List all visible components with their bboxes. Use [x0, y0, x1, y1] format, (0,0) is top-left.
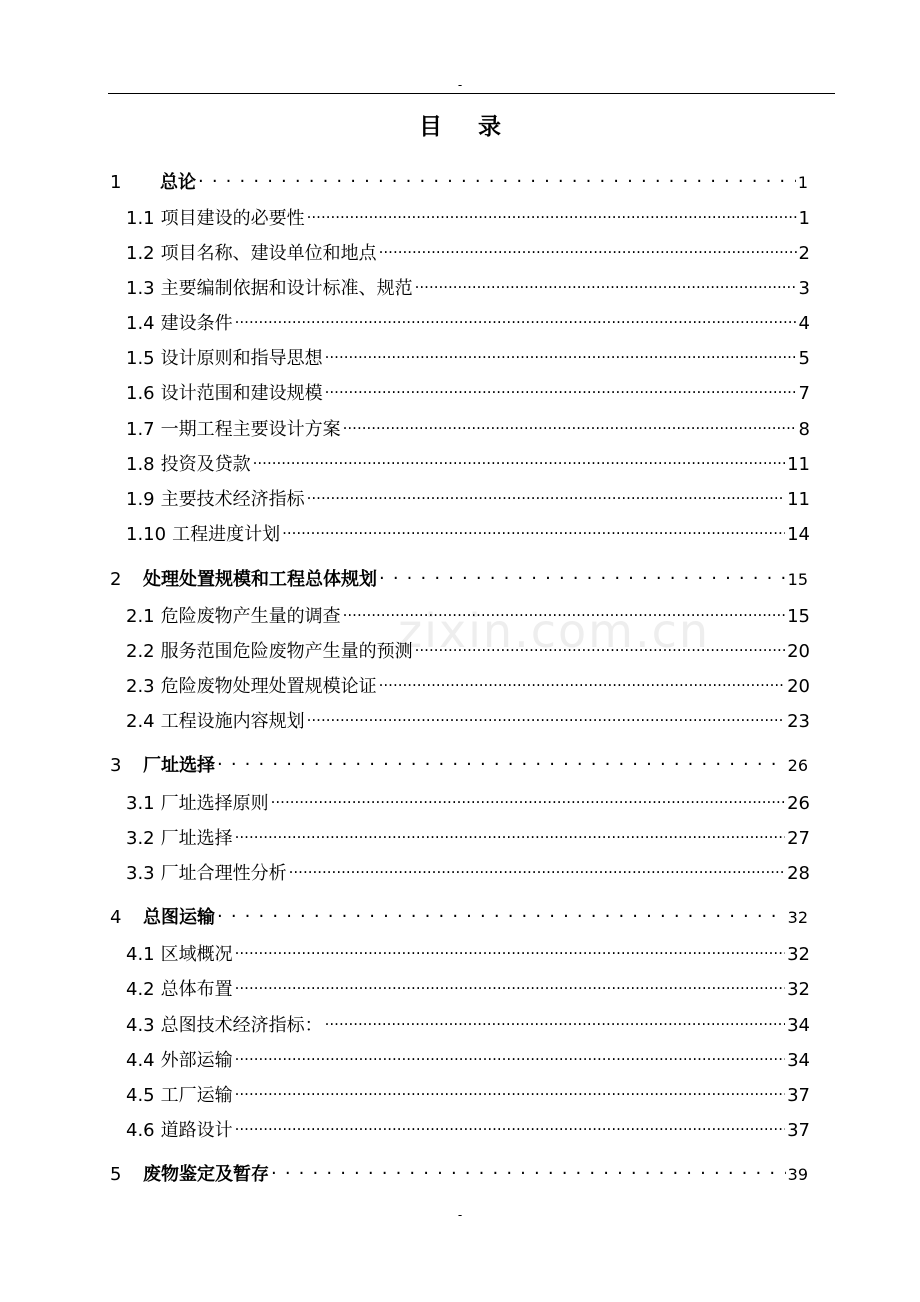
entry-title: 总图运输	[143, 907, 215, 928]
entry-page: 32	[787, 944, 810, 965]
entry-page: 1	[798, 208, 810, 229]
dot-leader	[415, 631, 785, 657]
entry-page: 5	[798, 348, 810, 369]
entry-page: 3	[798, 278, 810, 299]
dot-leader	[307, 198, 797, 224]
toc-entry-section[interactable]	[126, 1005, 810, 1036]
entry-page: 28	[787, 863, 810, 884]
dot-leader	[325, 1005, 785, 1031]
entry-number: 1.4	[126, 313, 155, 334]
dot-leader	[271, 1154, 786, 1180]
entry-title: 服务范围危险废物产生量的预测	[160, 641, 413, 662]
entry-number: 4	[110, 907, 122, 928]
entry-title: 设计范围和建设规模	[160, 383, 323, 404]
entry-page: 23	[787, 711, 810, 732]
entry-page: 32	[787, 908, 808, 927]
entry-title: 工程进度计划	[172, 524, 281, 545]
entry-page: 15	[787, 606, 810, 627]
dot-leader	[235, 969, 785, 995]
entry-number: 3.2	[126, 828, 155, 849]
toc-entry-chapter[interactable]	[110, 745, 808, 776]
dot-leader	[307, 701, 785, 727]
entry-page: 15	[787, 570, 808, 589]
dot-leader	[271, 783, 785, 809]
entry-number: 1.6	[126, 383, 155, 404]
toc-entry-section[interactable]	[126, 268, 810, 299]
entry-number: 1.5	[126, 348, 155, 369]
entry-number: 1.2	[126, 243, 155, 264]
entry-number: 1.7	[126, 419, 155, 440]
dot-leader	[235, 818, 785, 844]
dot-leader	[235, 1040, 785, 1066]
toc-entry-chapter[interactable]	[110, 559, 808, 590]
entry-title: 厂址合理性分析	[160, 863, 287, 884]
header-mark: -	[457, 78, 463, 92]
toc-entry-section[interactable]	[126, 783, 810, 814]
entry-number: 3.1	[126, 793, 155, 814]
dot-leader	[198, 162, 796, 188]
entry-number: 1	[110, 172, 122, 193]
dot-leader	[253, 444, 785, 470]
entry-page: 26	[787, 756, 808, 775]
entry-title: 工程设施内容规划	[160, 711, 305, 732]
entry-title: 区域概况	[160, 944, 233, 965]
entry-number: 4.5	[126, 1085, 155, 1106]
toc-entry-section[interactable]	[126, 934, 810, 965]
dot-leader	[415, 268, 797, 294]
dot-leader	[325, 373, 797, 399]
entry-number: 2.3	[126, 676, 155, 697]
entry-title: 厂址选择	[160, 828, 233, 849]
toc-entry-section[interactable]	[126, 338, 810, 369]
entry-number: 5	[110, 1164, 122, 1185]
toc-entry-chapter[interactable]	[110, 1154, 808, 1185]
toc-entry-chapter[interactable]	[110, 897, 808, 928]
dot-leader	[235, 934, 785, 960]
toc-entry-section[interactable]	[126, 303, 810, 334]
dot-leader	[379, 666, 785, 692]
entry-number: 4.2	[126, 979, 155, 1000]
entry-number: 2.4	[126, 711, 155, 732]
dot-leader	[217, 745, 786, 771]
entry-number: 2	[110, 569, 122, 590]
entry-title: 设计原则和指导思想	[160, 348, 323, 369]
header-rule	[108, 93, 835, 94]
dot-leader	[289, 853, 785, 879]
entry-page: 20	[787, 641, 810, 662]
entry-title: 主要编制依据和设计标准、规范	[160, 278, 413, 299]
entry-number: 3	[110, 755, 122, 776]
entry-page: 27	[787, 828, 810, 849]
entry-page: 34	[787, 1015, 810, 1036]
toc-entry-section[interactable]	[126, 1040, 810, 1071]
entry-page: 4	[798, 313, 810, 334]
entry-page: 34	[787, 1050, 810, 1071]
footer-mark: -	[457, 1208, 463, 1222]
toc-entry-section[interactable]	[126, 1110, 810, 1141]
watermark: zixin.com.cn	[398, 604, 711, 658]
entry-title: 主要技术经济指标	[160, 489, 305, 510]
entry-title: 建设条件	[160, 313, 233, 334]
entry-page: 20	[787, 676, 810, 697]
entry-page: 37	[787, 1085, 810, 1106]
entry-title: 项目建设的必要性	[160, 208, 305, 229]
entry-title: 道路设计	[160, 1120, 233, 1141]
entry-title: 危险废物产生量的调查	[160, 606, 341, 627]
toc-entry-section[interactable]	[126, 479, 810, 510]
toc-entry-section[interactable]	[126, 969, 810, 1000]
dot-leader	[343, 596, 785, 622]
entry-page: 11	[787, 454, 810, 475]
entry-number: 1.1	[126, 208, 155, 229]
entry-number: 1.8	[126, 454, 155, 475]
toc-entry-section[interactable]	[126, 233, 810, 264]
entry-title: 废物鉴定及暂存	[143, 1164, 269, 1185]
toc-entry-section[interactable]	[126, 596, 810, 627]
entry-title: 工厂运输	[160, 1085, 233, 1106]
toc-entry-section[interactable]	[126, 373, 810, 404]
toc-entry-section[interactable]	[126, 444, 810, 475]
entry-page: 39	[787, 1165, 808, 1184]
entry-page: 37	[787, 1120, 810, 1141]
toc-entry-section[interactable]	[126, 198, 810, 229]
entry-title: 外部运输	[160, 1050, 233, 1071]
entry-number: 4.3	[126, 1015, 155, 1036]
toc-entry-section[interactable]	[126, 1075, 810, 1106]
dot-leader	[235, 1110, 785, 1136]
entry-page: 1	[797, 173, 808, 192]
dot-leader	[379, 233, 797, 259]
entry-title: 处理处置规模和工程总体规划	[143, 569, 377, 590]
entry-title: 总图技术经济指标：	[160, 1015, 323, 1036]
toc-entry-section[interactable]	[126, 853, 810, 884]
toc-entry-section[interactable]	[126, 409, 810, 440]
entry-title: 投资及贷款	[160, 454, 251, 475]
dot-leader	[325, 338, 797, 364]
entry-page: 11	[787, 489, 810, 510]
entry-number: 3.3	[126, 863, 155, 884]
entry-page: 14	[787, 524, 810, 545]
dot-leader	[235, 303, 797, 329]
entry-number: 1.10	[126, 524, 167, 545]
dot-leader	[282, 514, 785, 540]
dot-leader	[217, 897, 786, 923]
entry-title: 一期工程主要设计方案	[160, 419, 341, 440]
entry-number: 1.9	[126, 489, 155, 510]
entry-page: 32	[787, 979, 810, 1000]
entry-page: 7	[798, 383, 810, 404]
dot-leader	[379, 559, 786, 585]
dot-leader	[307, 479, 785, 505]
entry-title: 总体布置	[160, 979, 233, 1000]
dot-leader	[343, 409, 797, 435]
entry-number: 4.6	[126, 1120, 155, 1141]
toc-entry-chapter[interactable]	[110, 162, 808, 193]
entry-title: 厂址选择	[143, 755, 215, 776]
entry-page: 2	[798, 243, 810, 264]
entry-title: 厂址选择原则	[160, 793, 269, 814]
toc-title: 目录	[419, 114, 537, 140]
entry-page: 26	[787, 793, 810, 814]
entry-number: 2.1	[126, 606, 155, 627]
toc-entry-section[interactable]	[126, 666, 810, 697]
entry-number: 4.4	[126, 1050, 155, 1071]
entry-title: 总论	[160, 172, 196, 193]
entry-number: 1.3	[126, 278, 155, 299]
entry-number: 2.2	[126, 641, 155, 662]
entry-title: 项目名称、建设单位和地点	[160, 243, 377, 264]
entry-page: 8	[798, 419, 810, 440]
toc-entry-section[interactable]	[126, 701, 810, 732]
toc-entry-section[interactable]	[126, 818, 810, 849]
entry-number: 4.1	[126, 944, 155, 965]
dot-leader	[235, 1075, 785, 1101]
toc-entry-section[interactable]	[126, 514, 810, 545]
entry-title: 危险废物处理处置规模论证	[160, 676, 377, 697]
